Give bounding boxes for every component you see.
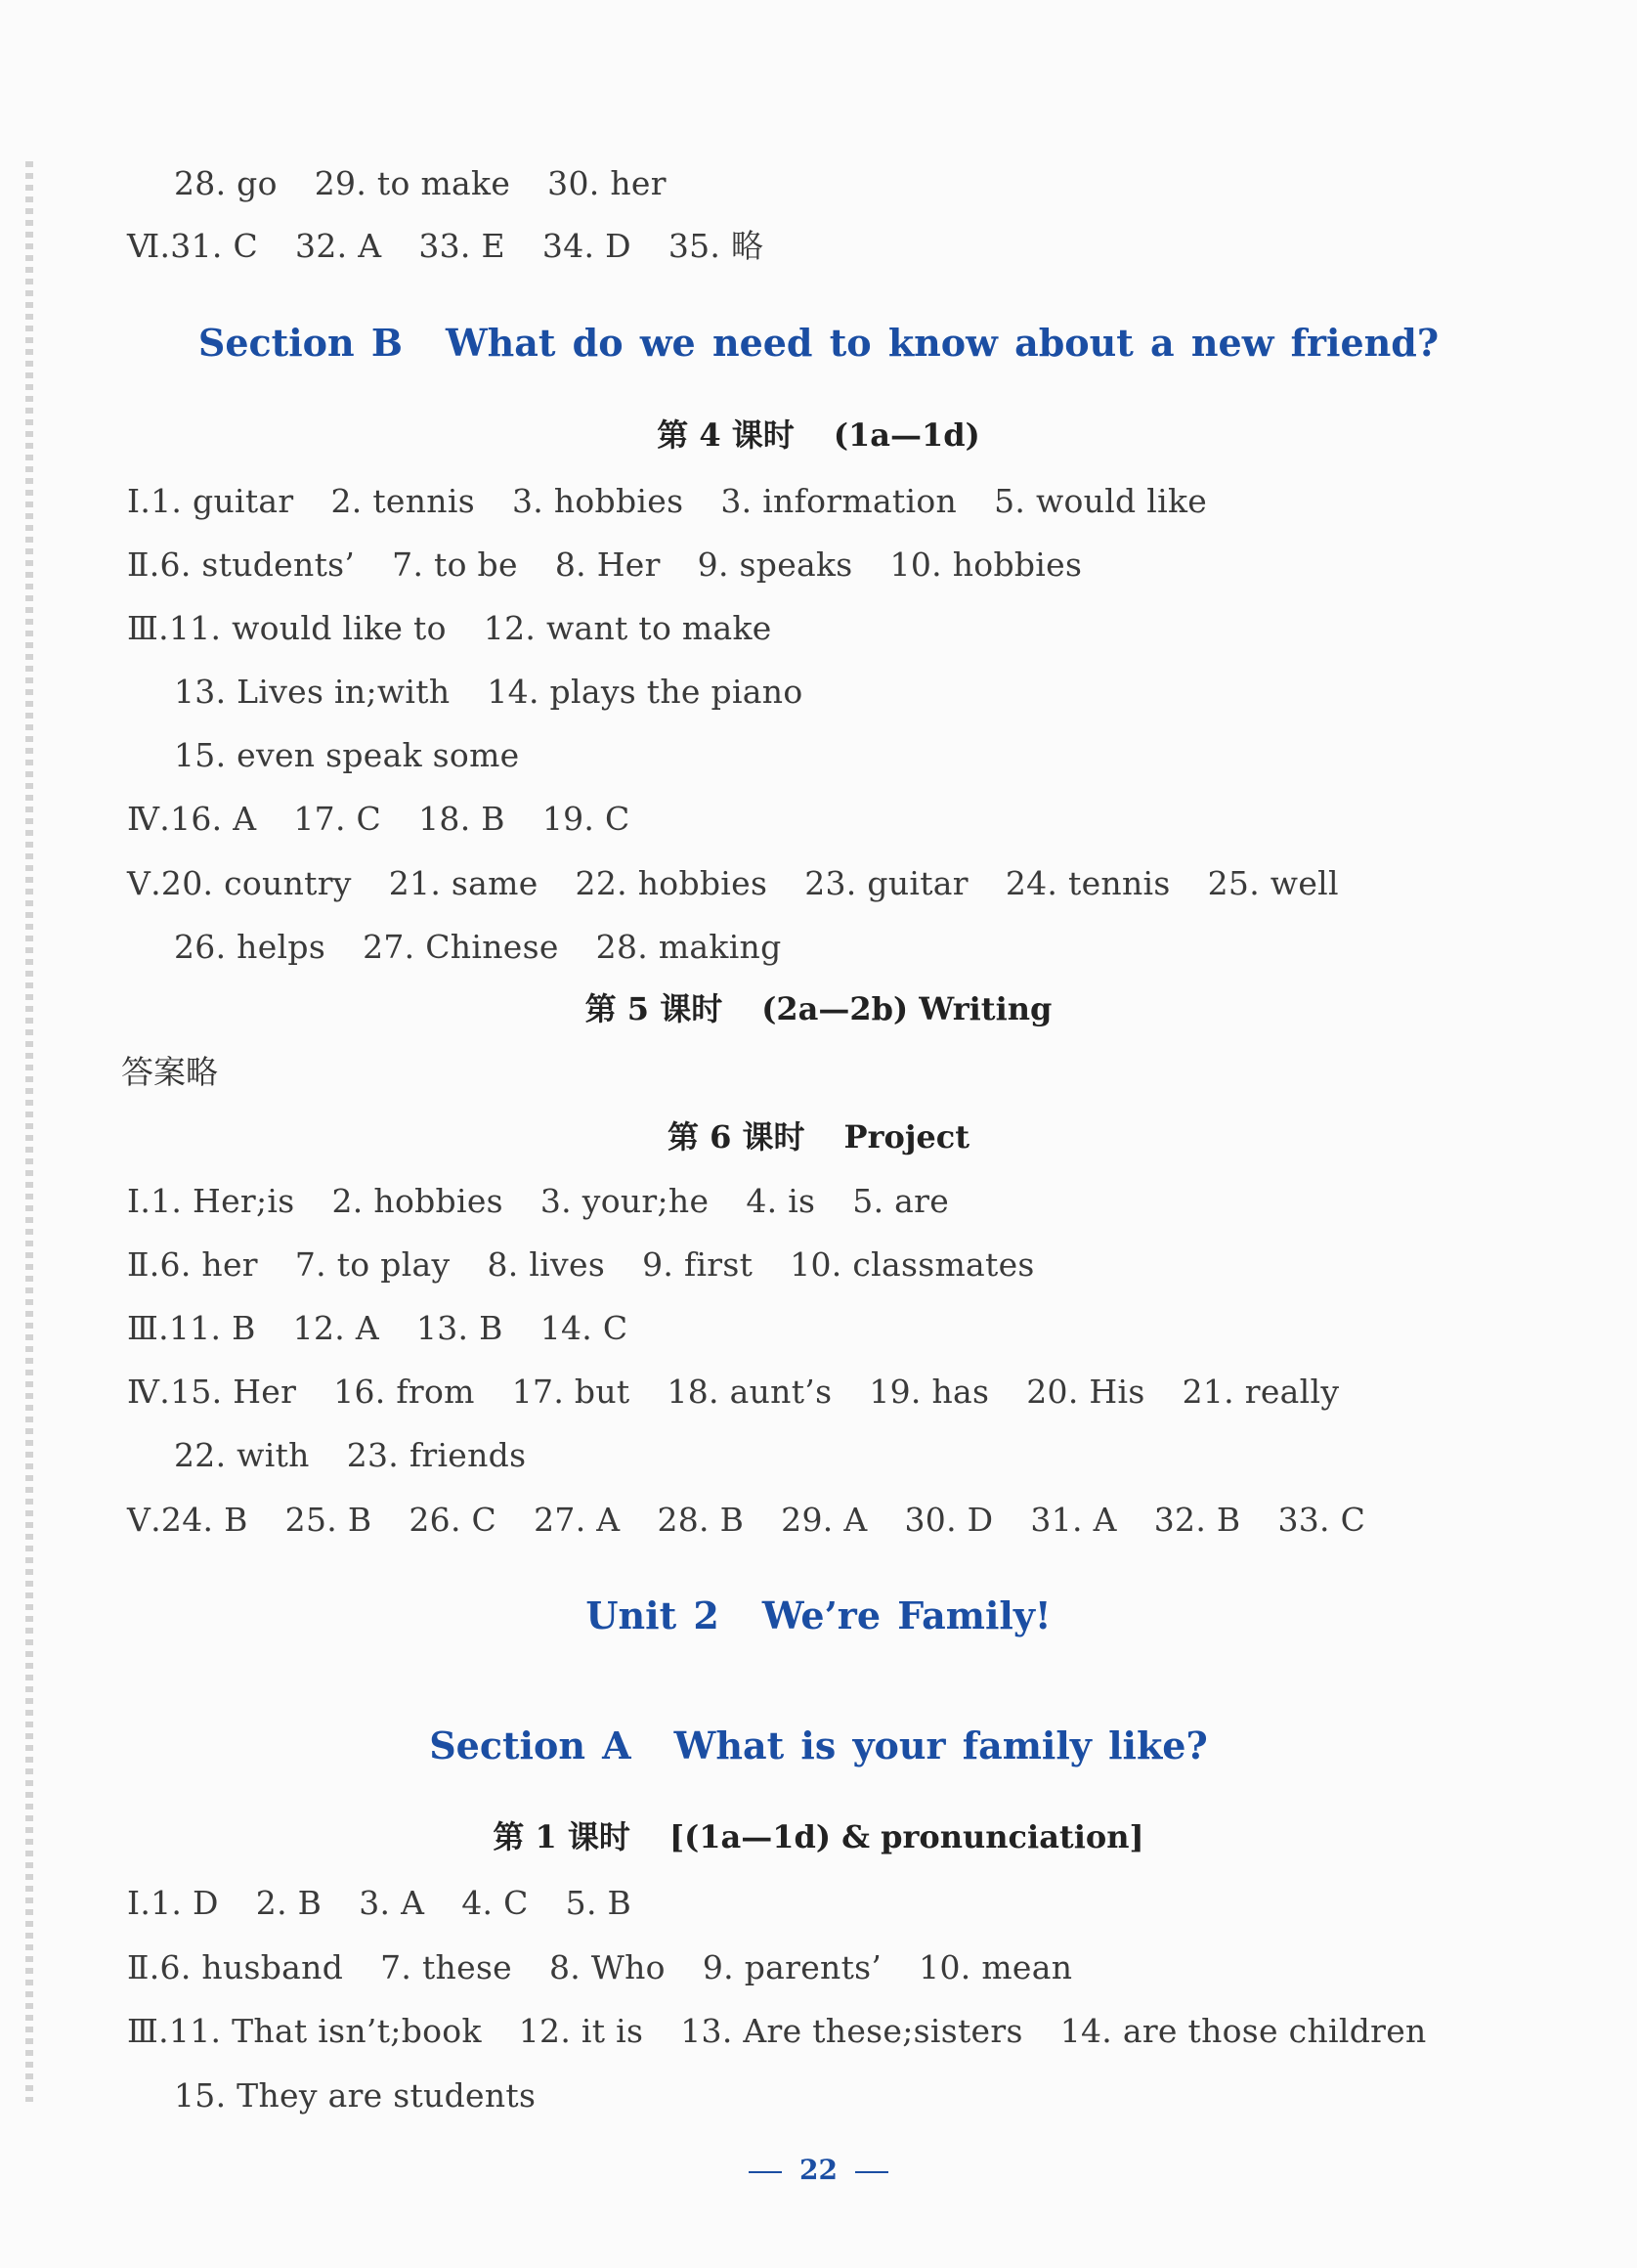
- answer-item: 17. but: [511, 1373, 630, 1411]
- answer-item: 10. classmates: [790, 1245, 1035, 1284]
- answer-item: 2. B: [255, 1884, 323, 1922]
- answer-item: 20. country: [160, 864, 352, 902]
- answer-item: 5. B: [565, 1884, 632, 1922]
- answer-item: 24. B: [160, 1501, 248, 1539]
- answer-item: 32. B: [1153, 1501, 1241, 1539]
- answer-item: 23. friends: [346, 1436, 527, 1474]
- answer-item: 3. information: [720, 482, 958, 520]
- roman-numeral: Ⅰ.: [127, 1182, 151, 1220]
- section-b-heading: [0, 321, 1637, 366]
- answer-line: [174, 1436, 526, 1475]
- answer-item: 14. are those children: [1059, 2012, 1427, 2050]
- roman-numeral: Ⅱ.: [127, 1948, 160, 1986]
- unit-title: We’re Family!: [761, 1593, 1052, 1637]
- answer-item: 4. is: [746, 1182, 816, 1220]
- roman-numeral: Ⅳ.: [127, 1373, 171, 1411]
- page-number: 22: [799, 2154, 838, 2186]
- answer-item: 21. really: [1182, 1373, 1340, 1411]
- answer-item: 12. want to make: [483, 609, 772, 647]
- answer-line: [174, 736, 520, 775]
- answer-item: 32. A: [295, 227, 382, 265]
- answer-line: [127, 1884, 631, 1923]
- answer-item: 25. well: [1207, 864, 1339, 902]
- answer-item: 17. C: [293, 800, 382, 838]
- answer-item: 23. guitar: [804, 864, 969, 902]
- footer-dash: [749, 2171, 782, 2173]
- answer-item: 35. 略: [668, 227, 764, 265]
- answer-item: 33. E: [418, 227, 505, 265]
- answer-line: [127, 2012, 1427, 2051]
- unit-2-heading: [0, 1593, 1637, 1638]
- section-title: What do we need to know about a new friend?: [445, 321, 1440, 365]
- answer-item: 6. her: [159, 1245, 258, 1284]
- answer-item: 9. speaks: [697, 545, 853, 584]
- answer-item: 6. students’: [159, 545, 356, 584]
- answer-item: 30. D: [904, 1501, 994, 1539]
- answer-item: 34. D: [541, 227, 631, 265]
- answer-item: 29. to make: [314, 164, 511, 202]
- roman-numeral: Ⅱ.: [127, 545, 160, 584]
- answer-item: 19. has: [869, 1373, 990, 1411]
- lesson-4-heading: [0, 415, 1637, 455]
- answer-item: 30. her: [547, 164, 667, 202]
- answer-item: 22. hobbies: [575, 864, 768, 902]
- lesson-range: (1a—1d): [833, 416, 980, 454]
- answer-item: 8. Her: [554, 545, 661, 584]
- answer-item: 27. Chinese: [363, 928, 559, 966]
- answer-item: 9. parents’: [702, 1948, 883, 1986]
- answer-line: [127, 800, 630, 839]
- unit-label: Unit 2: [585, 1593, 719, 1637]
- answer-item: 28. making: [595, 928, 782, 966]
- answer-item: 3. hobbies: [511, 482, 684, 520]
- answer-item: 10. mean: [919, 1948, 1073, 1986]
- page-footer: [0, 2154, 1637, 2187]
- answer-item: 15. Her: [170, 1373, 297, 1411]
- answer-line: [127, 227, 763, 266]
- lesson-1-heading: [0, 1817, 1637, 1856]
- lesson-range: [(1a—1d) & pronunciation]: [668, 1818, 1144, 1855]
- answer-item: 28. B: [657, 1501, 745, 1539]
- lesson-range: (2a—2b) Writing: [761, 990, 1053, 1027]
- footer-dash: [855, 2171, 888, 2173]
- answer-item: 8. Who: [549, 1948, 666, 1986]
- answer-item: 5. would like: [994, 482, 1208, 520]
- roman-numeral: Ⅵ.: [127, 227, 171, 265]
- roman-numeral: Ⅳ.: [127, 800, 171, 838]
- section-title: What is your family like?: [673, 1723, 1208, 1767]
- answer-line: [127, 482, 1207, 521]
- answer-item: 5. are: [852, 1182, 950, 1220]
- answer-item: 11. That isn’t;book: [168, 2012, 482, 2050]
- answer-line: [174, 164, 667, 203]
- answer-item: 22. with: [174, 1436, 310, 1474]
- answer-item: 6. husband: [159, 1948, 344, 1986]
- answer-line: [174, 928, 782, 967]
- answer-item: 14. C: [539, 1309, 628, 1347]
- answer-item: 13. Lives in;with: [174, 673, 451, 711]
- answer-line: [127, 1309, 627, 1348]
- answer-line: [127, 1501, 1365, 1540]
- answer-item: 7. to be: [392, 545, 518, 584]
- answer-line: [127, 609, 772, 648]
- answer-item: 2. hobbies: [331, 1182, 503, 1220]
- lesson-label: 第 6 课时: [667, 1118, 805, 1156]
- answer-item: 1. Her;is: [151, 1182, 295, 1220]
- roman-numeral: Ⅱ.: [127, 1245, 160, 1284]
- roman-numeral: Ⅲ.: [127, 609, 169, 647]
- answer-item: 12. it is: [518, 2012, 644, 2050]
- answer-item: 31. A: [1030, 1501, 1117, 1539]
- answer-item: 15. even speak some: [174, 736, 520, 774]
- answer-item: 33. C: [1277, 1501, 1366, 1539]
- answer-item: 11. B: [168, 1309, 256, 1347]
- answer-item: 19. C: [541, 800, 630, 838]
- answer-item: 16. from: [333, 1373, 475, 1411]
- answer-omitted-note: 答案略: [121, 1053, 218, 1091]
- lesson-5-heading: [0, 989, 1637, 1028]
- answer-line: [127, 864, 1339, 903]
- roman-numeral: Ⅰ.: [127, 1884, 151, 1922]
- answer-item: 16. A: [170, 800, 257, 838]
- lesson-6-heading: [0, 1117, 1637, 1156]
- answer-line: [127, 1948, 1072, 1987]
- answer-item: 7. to play: [294, 1245, 451, 1284]
- answer-item: 3. your;he: [539, 1182, 710, 1220]
- answer-item: 4. C: [461, 1884, 529, 1922]
- roman-numeral: Ⅴ.: [127, 864, 161, 902]
- answer-item: 9. first: [642, 1245, 754, 1284]
- answer-item: 11. would like to: [168, 609, 447, 647]
- answer-line: [174, 2076, 536, 2115]
- answer-item: 31. C: [170, 227, 259, 265]
- answer-item: 18. aunt’s: [667, 1373, 833, 1411]
- answer-line: [127, 1373, 1339, 1412]
- answer-item: 27. A: [534, 1501, 621, 1539]
- answer-item: 1. guitar: [151, 482, 294, 520]
- roman-numeral: Ⅲ.: [127, 1309, 169, 1347]
- answer-item: 18. B: [418, 800, 505, 838]
- answer-line: [174, 673, 803, 712]
- answer-item: 28. go: [174, 164, 278, 202]
- section-a-heading: [0, 1723, 1637, 1768]
- answer-item: 26. helps: [174, 928, 326, 966]
- roman-numeral: Ⅲ.: [127, 2012, 169, 2050]
- lesson-label: 第 4 课时: [657, 416, 795, 454]
- answer-item: 13. B: [415, 1309, 503, 1347]
- answer-item: 24. tennis: [1005, 864, 1171, 902]
- roman-numeral: Ⅴ.: [127, 1501, 161, 1539]
- answer-item: 13. Are these;sisters: [680, 2012, 1023, 2050]
- lesson-label: 第 5 课时: [584, 990, 723, 1027]
- section-label: Section A: [429, 1723, 631, 1767]
- answer-item: 8. lives: [487, 1245, 606, 1284]
- lesson-label: 第 1 课时: [493, 1818, 630, 1855]
- answer-line: [127, 1245, 1035, 1285]
- answer-item: 2. tennis: [330, 482, 475, 520]
- section-label: Section B: [197, 321, 403, 365]
- answer-item: 1. D: [151, 1884, 219, 1922]
- answer-item: 3. A: [359, 1884, 425, 1922]
- answer-item: 29. A: [781, 1501, 868, 1539]
- answer-item: 10. hobbies: [889, 545, 1083, 584]
- answer-line: [127, 1182, 949, 1221]
- lesson-range: Project: [843, 1118, 970, 1156]
- roman-numeral: Ⅰ.: [127, 482, 151, 520]
- answer-item: 21. same: [388, 864, 538, 902]
- answer-item: 25. B: [284, 1501, 372, 1539]
- answer-item: 15. They are students: [174, 2076, 537, 2115]
- answer-item: 26. C: [409, 1501, 497, 1539]
- answer-item: 14. plays the piano: [487, 673, 803, 711]
- answer-item: 20. His: [1026, 1373, 1145, 1411]
- answer-item: 12. A: [292, 1309, 379, 1347]
- answer-line: [127, 545, 1082, 585]
- answer-item: 7. these: [380, 1948, 513, 1986]
